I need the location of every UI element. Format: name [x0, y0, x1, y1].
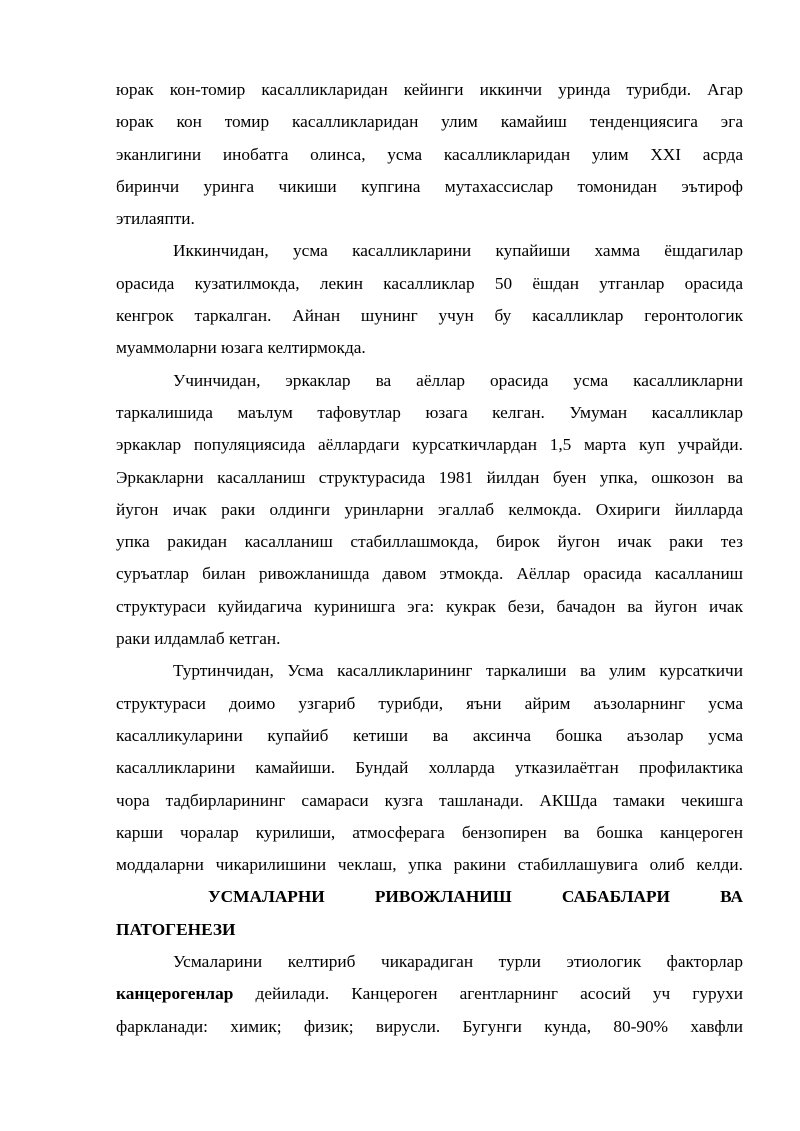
body-text — [116, 74, 743, 881]
paragraph-line: йугон ичак раки олдинги уринларни эгаллаб келмокда. Охириги йилларда — [116, 499, 743, 519]
paragraph-line: эркаклар популяциясида аёллардаги курсаткичлардан 1,5 марта куп учрайди. — [116, 435, 743, 455]
paragraph-line: Иккинчидан, усма касалликларини купайиши хамма ёшдагилар — [173, 241, 743, 261]
paragraph-line: Эркакларни касалланиш структурасида 1981 йилдан буен упка, ошкозон ва — [116, 467, 743, 487]
paragraph-line: кенгрок таркалган. Айнан шунинг учун бу касалликлар геронтологик — [116, 306, 743, 326]
paragraph-line: суръатлар билан ривожланишда давом этмокда. Аёллар орасида касалланиш — [116, 564, 743, 584]
paragraph-line: раки илдамлаб кетган. — [116, 629, 281, 649]
paragraph-line — [116, 978, 743, 1010]
paragraph-line: этилаяпти. — [116, 209, 195, 229]
paragraph-line: Усмаларини келтириб чикарадиган турли этиологик факторлар — [173, 952, 743, 972]
paragraph-line: таркалишида маълум тафовутлар юзага келган. Умуман касалликлар — [116, 402, 743, 422]
paragraph-line: юрак кон томир касалликларидан улим камайиш тенденциясига эга — [116, 112, 743, 132]
paragraph-line: моддаларни чикарилишини чеклаш, упка ракини стабиллашувига олиб келди. — [116, 855, 743, 875]
line-text: дейилади. Канцероген агентларнинг асосий уч гурухи — [233, 984, 743, 1004]
paragraph-line: эканлигини инобатга олинса, усма касалликларидан улим XXI асрда — [116, 144, 743, 164]
paragraph-line: чора тадбирларининг самараси кузга ташланади. АКШда тамаки чекишга — [116, 790, 743, 810]
paragraph-line: биринчи уринга чикиши купгина мутахассислар томонидан эътироф — [116, 176, 743, 196]
bold-term: канцерогенлар — [116, 984, 234, 1004]
paragraph-line: карши чоралар курилиши, атмосферага бензопирен ва бошка канцероген — [116, 822, 743, 842]
paragraph-line: фаркланади: химик; физик; вирусли. Бугунги кунда, 80-90% хавфли — [116, 1016, 743, 1036]
section-heading-continued: ПАТОГЕНЕЗИ — [116, 919, 236, 939]
paragraph-line: касалликуларини купайиб кетиши ва аксинча бошка аъзолар усма — [116, 725, 743, 745]
paragraph-line: орасида кузатилмокда, лекин касалликлар 50 ёшдан утганлар орасида — [116, 273, 743, 293]
paragraph-line: юрак кон-томир касалликларидан кейинги иккинчи уринда турибди. Агар — [116, 80, 743, 99]
paragraph-line: структураси доимо узгариб турибди, яъни айрим аъзоларнинг усма — [116, 693, 743, 713]
paragraph-line: упка ракидан касалланиш стабиллашмокда, бирок йугон ичак раки тез — [116, 532, 743, 552]
paragraph-line: структураси куйидагича куринишга эга: кукрак бези, бачадон ва йугон ичак — [116, 596, 743, 616]
paragraph-line: Туртинчидан, Усма касалликларининг таркалиши ва улим курсаткичи — [173, 661, 743, 681]
paragraph-line: касалликларини камайиши. Бундай холларда утказилаётган профилактика — [116, 758, 743, 778]
section-heading: УСМАЛАРНИ РИВОЖЛАНИШ САБАБЛАРИ ВА — [208, 887, 743, 907]
paragraph-line: муаммоларни юзага келтирмокда. — [116, 338, 366, 358]
paragraph-line: Учинчидан, эркаклар ва аёллар орасида усма касалликларни — [173, 370, 743, 390]
